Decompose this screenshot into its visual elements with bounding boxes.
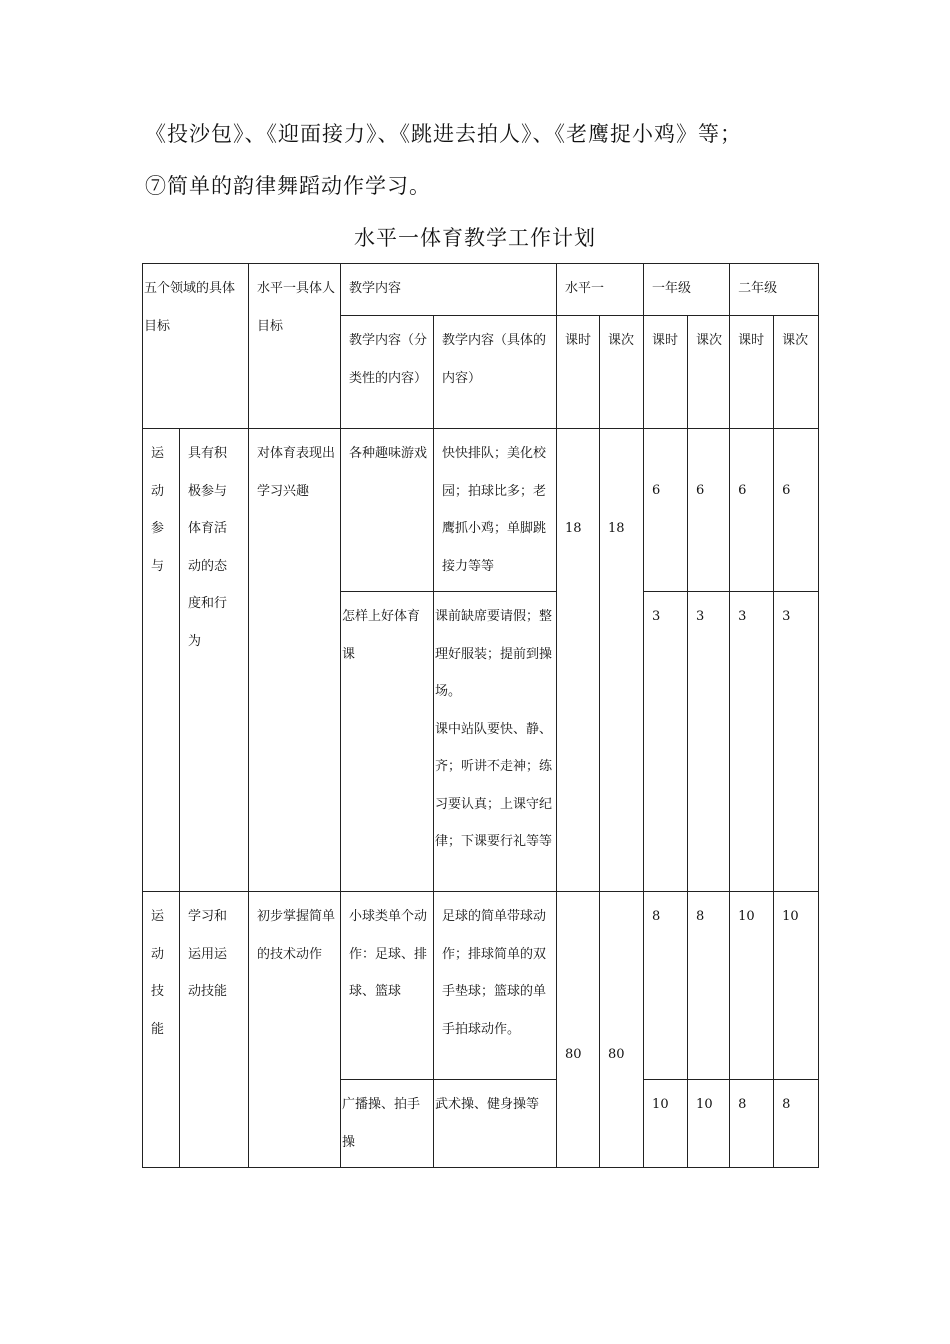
header-grade1: 一年级 — [644, 264, 730, 316]
goal-line: 动技能 — [188, 984, 228, 999]
goal-line: 具有积 — [188, 446, 228, 461]
grade1-hours-value: 3 — [644, 592, 688, 892]
goal-line: 体育活 — [188, 521, 228, 536]
domain-char: 动 — [151, 483, 165, 499]
individual-goal-technique: 初步掌握简单的技术动作 — [249, 892, 341, 1168]
grade1-sessions-value: 8 — [688, 892, 730, 1080]
teaching-plan-table — [142, 263, 819, 1168]
header-level: 水平一 — [557, 264, 644, 316]
domain-char: 技 — [151, 984, 165, 999]
goal-line: 为 — [188, 633, 202, 649]
content-specific: 武术操、健身操等 — [434, 1080, 557, 1168]
grade2-sessions-value: 8 — [774, 1080, 819, 1168]
grade2-hours-value: 10 — [730, 892, 774, 1080]
domain-char: 参 — [151, 521, 165, 536]
goal-line: 动的态 — [188, 558, 228, 574]
content-category: 各种趣味游戏 — [341, 429, 434, 592]
header-grade1-sessions: 课次 — [688, 316, 730, 429]
content-category: 小球类单个动作：足球、排球、篮球 — [341, 892, 434, 1080]
grade1-sessions-value: 6 — [688, 429, 730, 592]
level-hours-value: 18 — [557, 429, 600, 892]
header-grade2: 二年级 — [730, 264, 819, 316]
header-content: 教学内容 — [341, 264, 557, 316]
individual-goal-interest: 对体育表现出学习兴趣 — [249, 429, 341, 892]
domain-char: 动 — [151, 946, 165, 962]
content-specific: 快快排队；美化校园；拍球比多；老鹰抓小鸡；单脚跳接力等等 — [434, 429, 557, 592]
content-specific — [434, 592, 557, 892]
header-grade2-hours: 课时 — [730, 316, 774, 429]
grade2-sessions-value: 3 — [774, 592, 819, 892]
goal-line: 学习和 — [188, 909, 228, 924]
grade1-hours-value: 10 — [644, 1080, 688, 1168]
intro-line-1: 《投沙包》、《迎面接力》、《跳进去拍人》、《老鹰捉小鸡》等； — [145, 122, 742, 146]
grade1-sessions-value: 3 — [688, 592, 730, 892]
goal-skills — [180, 892, 249, 1168]
header-level-sessions: 课次 — [600, 316, 644, 429]
domain-participation — [143, 429, 180, 892]
header-level-hours: 课时 — [557, 316, 600, 429]
grade2-hours-value: 3 — [730, 592, 774, 892]
grade2-sessions-value: 6 — [774, 429, 819, 592]
header-content-specific: 教学内容（具体的内容） — [434, 316, 557, 429]
grade1-hours-value: 6 — [644, 429, 688, 592]
grade1-hours-value: 8 — [644, 892, 688, 1080]
header-goals: 五个领域的具体目标 — [143, 264, 249, 429]
grade2-hours-value: 6 — [730, 429, 774, 592]
domain-char: 能 — [151, 1021, 165, 1037]
level-sessions-value: 18 — [600, 429, 644, 892]
header-individual-goal: 水平一具体人目标 — [249, 264, 341, 429]
domain-char: 与 — [151, 558, 165, 574]
level-hours-value: 80 — [557, 892, 600, 1168]
header-grade2-sessions: 课次 — [774, 316, 819, 429]
goal-line: 运用运 — [188, 946, 228, 962]
domain-skills — [143, 892, 180, 1168]
page-title: 水平一体育教学工作计划 — [354, 226, 596, 250]
domain-char: 运 — [151, 446, 165, 461]
goal-participation — [180, 429, 249, 892]
header-content-category: 教学内容（分类性的内容） — [341, 316, 434, 429]
grade1-sessions-value: 10 — [688, 1080, 730, 1168]
grade2-sessions-value: 10 — [774, 892, 819, 1080]
content-specific: 足球的简单带球动作；排球简单的双手垫球；篮球的单手拍球动作。 — [434, 892, 557, 1080]
content-specific-paragraph: 课中站队要快、静、齐；听讲不走神；练习要认真；上课守纪律；下课要行礼等等 — [435, 721, 553, 849]
intro-line-2: ⑦简单的韵律舞蹈动作学习。 — [145, 174, 431, 198]
domain-char: 运 — [151, 909, 165, 924]
content-specific-paragraph: 课前缺席要请假；整理好服装；提前到操场。 — [435, 609, 553, 699]
content-category: 怎样上好体育课 — [341, 592, 434, 892]
content-category: 广播操、拍手操 — [341, 1080, 434, 1168]
goal-line: 极参与 — [188, 483, 228, 499]
goal-line: 度和行 — [188, 596, 228, 611]
level-sessions-value: 80 — [600, 892, 644, 1168]
grade2-hours-value: 8 — [730, 1080, 774, 1168]
header-grade1-hours: 课时 — [644, 316, 688, 429]
